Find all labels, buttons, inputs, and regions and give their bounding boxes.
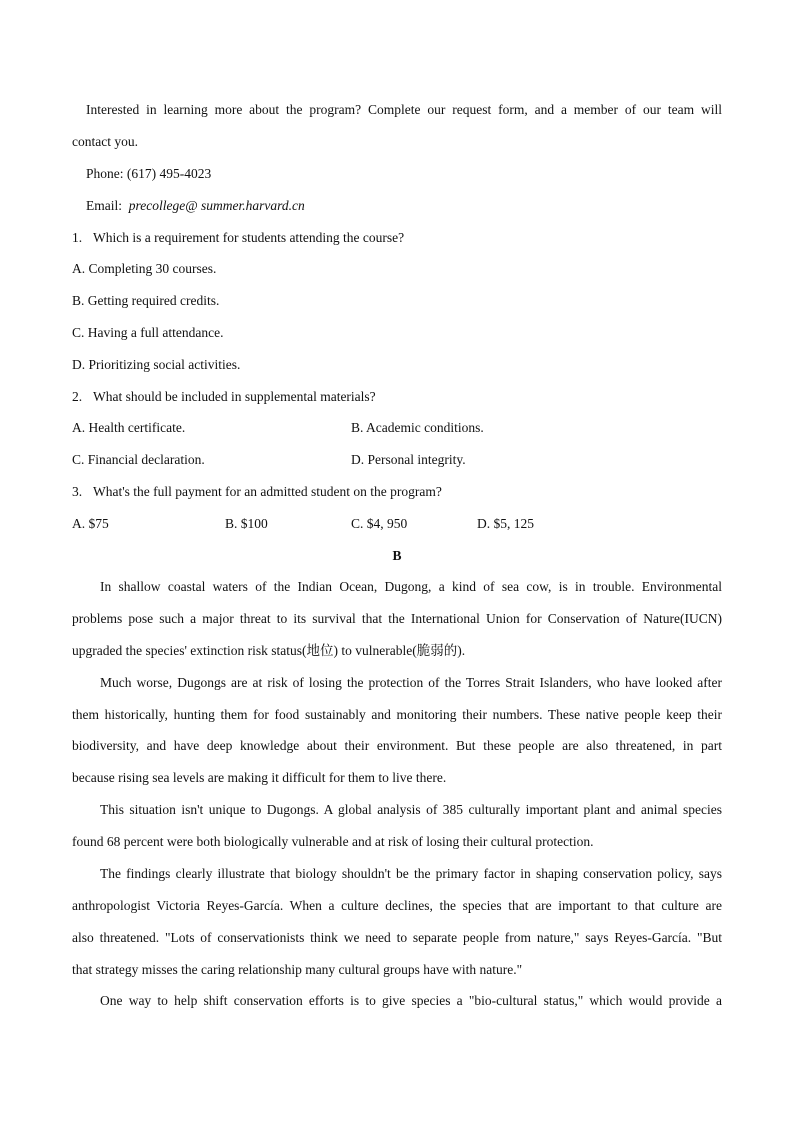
email-line <box>86 197 305 215</box>
email-label: Email: <box>86 198 122 213</box>
p4-line-4: that strategy misses the caring relationship many cultural groups have with nature." <box>72 962 523 977</box>
q1-option-c: C. Having a full attendance. <box>72 325 224 340</box>
question-1 <box>72 229 404 247</box>
q1-option-d: D. Prioritizing social activities. <box>72 357 241 372</box>
p3-line-1: This situation isn't unique to Dugongs. A global analysis of 385 culturally important plant and animal species <box>100 802 722 817</box>
q1-option-b: B. Getting required credits. <box>72 293 220 308</box>
question-2-text: What should be included in supplemental materials? <box>93 389 376 404</box>
p2-line-2: them historically, hunting them for food sustainably and monitoring their numbers. These native people keep their <box>72 707 722 722</box>
p4-line-3: also threatened. "Lots of conservationists think we need to separate people from nature," says Reyes-García. "But <box>72 930 722 945</box>
question-3 <box>72 483 442 501</box>
p4-line-2: anthropologist Victoria Reyes-García. When a culture declines, the species that are important to that culture are <box>72 898 722 913</box>
question-2-number: 2. <box>72 389 83 404</box>
p2-line-3: biodiversity, and have deep knowledge about their environment. But these people are also threatened, in part <box>72 738 722 753</box>
q3-option-c: C. $4, 950 <box>351 516 408 531</box>
p4-line-1: The findings clearly illustrate that biology shouldn't be the primary factor in shaping conservation policy, says <box>100 866 722 881</box>
p1-line-3: upgraded the species' extinction risk status(地位) to vulnerable(脆弱的). <box>72 643 466 658</box>
intro-line-2: contact you. <box>72 134 138 149</box>
p5-line-1: One way to help shift conservation efforts is to give species a "bio-cultural status," which would provide a <box>100 993 722 1008</box>
question-3-text: What's the full payment for an admitted student on the program? <box>93 484 442 499</box>
question-1-number: 1. <box>72 230 83 245</box>
question-3-number: 3. <box>72 484 83 499</box>
email-address[interactable]: precollege@ summer.harvard.cn <box>128 198 305 213</box>
q1-option-a: A. Completing 30 courses. <box>72 261 217 276</box>
q2-option-c: C. Financial declaration. <box>72 452 205 467</box>
phone-line: Phone: (617) 495-4023 <box>86 166 212 181</box>
question-2 <box>72 388 376 406</box>
q3-option-a: A. $75 <box>72 516 109 531</box>
q2-option-a: A. Health certificate. <box>72 420 186 435</box>
intro-line-1: Interested in learning more about the program? Complete our request form, and a member of our team will <box>86 102 722 117</box>
q2-option-b: B. Academic conditions. <box>351 420 484 435</box>
p2-line-4: because rising sea levels are making it difficult for them to live there. <box>72 770 447 785</box>
q2-option-d: D. Personal integrity. <box>351 452 466 467</box>
q3-option-b: B. $100 <box>225 516 268 531</box>
p1-line-2: problems pose such a major threat to its survival that the International Union for Conservation of Nature(IUCN) <box>72 611 722 626</box>
p1-line-1: In shallow coastal waters of the Indian Ocean, Dugong, a kind of sea cow, is in trouble. Environmental <box>100 579 722 594</box>
q3-option-d: D. $5, 125 <box>477 516 534 531</box>
question-1-text: Which is a requirement for students attending the course? <box>93 230 405 245</box>
section-b-heading: B <box>392 548 402 563</box>
p3-line-2: found 68 percent were both biologically vulnerable and at risk of losing their cultural protection. <box>72 834 594 849</box>
p2-line-1: Much worse, Dugongs are at risk of losing the protection of the Torres Strait Islanders, who have looked after <box>100 675 722 690</box>
